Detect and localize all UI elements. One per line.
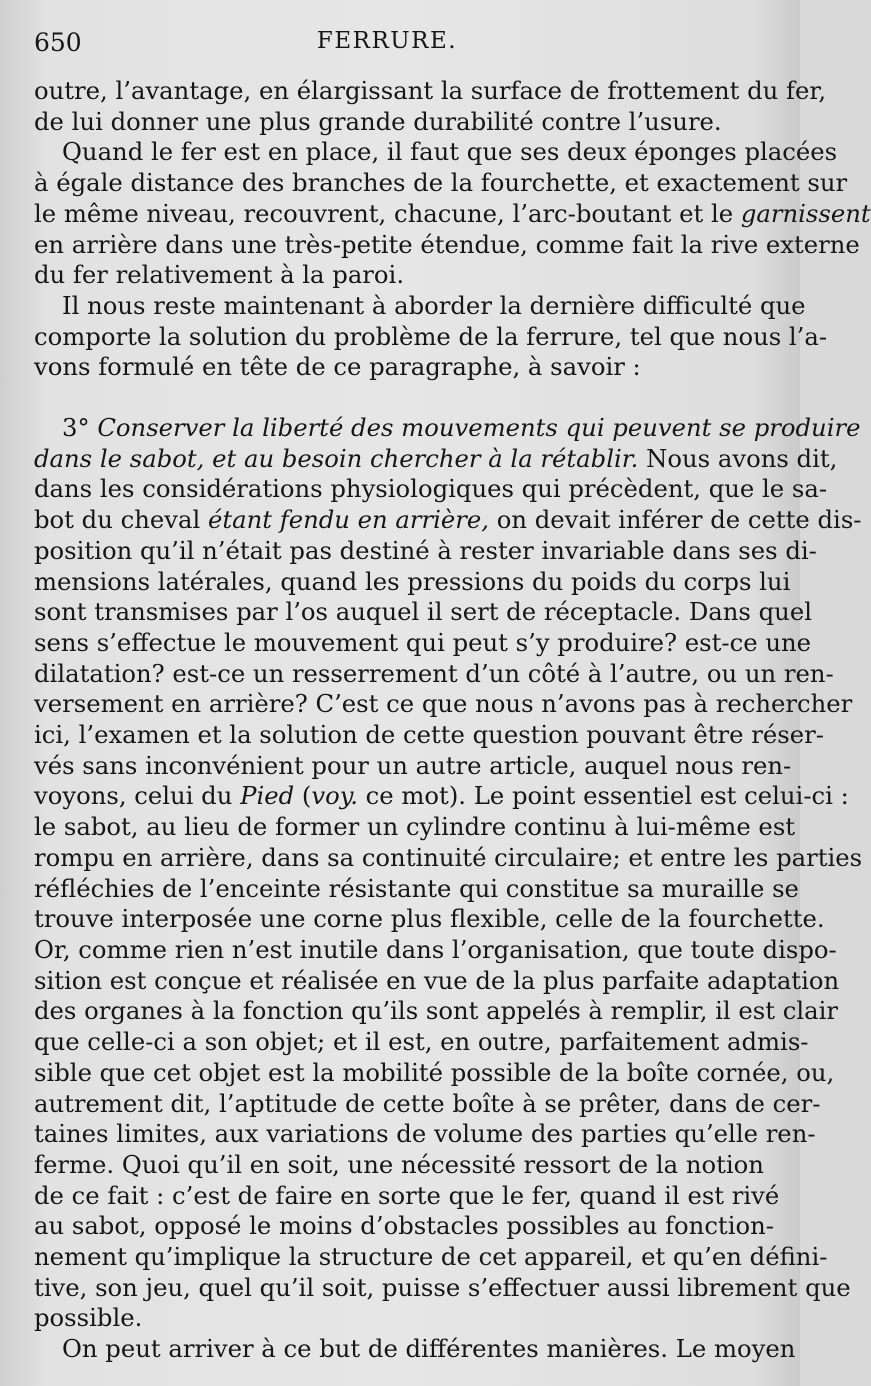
text-run: trouve interposée une corne plus flexible, celle de la fourchette. [34, 904, 825, 934]
text-run: comporte la solution du problème de la ferrure, tel que nous l’a- [34, 321, 828, 351]
paragraph-p3 [34, 290, 828, 383]
text-run: vons formulé en tête de ce paragraphe, à savoir : [34, 352, 641, 382]
text-line [34, 750, 792, 782]
page-header [34, 28, 740, 68]
text-run: ce mot). Le point essentiel est celui-ci : [357, 781, 849, 811]
text-line [34, 290, 806, 322]
italic-run: Conserver la liberté des mouvements qui peuvent se produire [97, 413, 861, 443]
text-line [34, 720, 824, 751]
text-run: taines limites, aux variations de volume des parties qu’elle ren- [34, 1119, 816, 1149]
text-line [34, 1088, 821, 1120]
text-line [34, 566, 791, 598]
text-line [34, 1180, 780, 1212]
text-line [34, 107, 748, 138]
text-line [34, 1119, 816, 1150]
text-line [34, 873, 799, 905]
text-line [34, 627, 811, 659]
text-run: possible. [34, 1303, 143, 1333]
text-run: dilatation? est-ce un resserrement d’un côté à l’autre, ou un ren- [34, 658, 834, 688]
text-line [34, 689, 853, 720]
text-line [34, 535, 817, 567]
text-run: Or, comme rien n’est inutile dans l’organisation, que toute dispo- [34, 934, 837, 964]
text-line [34, 1334, 796, 1365]
text-line [34, 443, 838, 475]
page-number: 650 [34, 28, 82, 57]
italic-run: garnissent [740, 198, 871, 228]
text-run: Il nous reste maintenant à aborder la dernière difficulté que [62, 290, 806, 320]
text-line [34, 137, 838, 168]
text-run: rompu en arrière, dans sa continuité circulaire; et entre les parties [34, 842, 863, 872]
text-line [34, 168, 848, 199]
text-run: ici, l’examen et la solution de cette question pouvant être réser- [34, 720, 824, 750]
text-line [34, 1149, 764, 1181]
text-line [34, 781, 849, 812]
text-run: en arrière dans une très-petite étendue, comme fait la rive externe [34, 229, 860, 259]
paragraph-p4 [34, 413, 863, 1334]
text-run: on devait inférer de cette dis- [488, 505, 862, 535]
text-line [34, 505, 862, 536]
text-run: versement en arrière? C’est ce que nous n’avons pas à rechercher [34, 689, 853, 719]
text-line [34, 229, 860, 261]
text-run: outre, l’avantage, en élargissant la surface de frottement du fer, [34, 76, 827, 105]
paragraph-p1 [34, 76, 827, 137]
text-line [34, 965, 840, 997]
text-line [34, 904, 825, 935]
text-run: On peut arriver à ce but de différentes manières. Le moyen [62, 1334, 796, 1364]
italic-run: dans le sabot, et au besoin chercher à la rétablir. [34, 443, 639, 473]
text-run: ( [294, 781, 312, 811]
text-line [34, 1057, 835, 1089]
text-run: du fer relativement à la paroi. [34, 260, 405, 290]
text-line [34, 658, 834, 690]
text-line [34, 474, 828, 505]
text-run: de ce fait : c’est de faire en sorte que le fer, quand il est rivé [34, 1180, 780, 1210]
text-run: vés sans inconvénient pour un autre article, auquel nous ren- [34, 750, 792, 780]
text-run: Nous avons dit, [638, 443, 838, 473]
text-run: nement qu’implique la structure de cet appareil, et qu’en défini- [34, 1242, 828, 1272]
text-run: réfléchies de l’enceinte résistante qui constitue sa muraille se [34, 873, 799, 903]
text-run: sition est conçue et réalisée en vue de la plus parfaite adaptation [34, 965, 840, 995]
italic-run: Pied [240, 781, 295, 811]
text-run: des organes à la fonction qu’ils sont appelés à remplir, il est clair [34, 996, 839, 1026]
text-line [34, 198, 871, 230]
text-run: le même niveau, recouvrent, chacune, l’arc-boutant et le [34, 198, 741, 228]
italic-run: étant fendu en arrière, [207, 505, 489, 535]
text-run: mensions latérales, quand les pressions du poids du corps lui [34, 566, 791, 596]
text-run: position qu’il n’était pas destiné à rester invariable dans ses di- [34, 535, 817, 565]
text-run: autrement dit, l’aptitude de cette boîte à se prêter, dans de cer- [34, 1088, 821, 1118]
text-line [34, 597, 812, 628]
text-run: dans les considérations physiologiques qui précèdent, que le sa- [34, 474, 828, 504]
text-line [34, 934, 837, 966]
text-line [34, 1027, 809, 1058]
text-line [34, 812, 796, 843]
body-text [34, 76, 871, 1365]
text-run: ferme. Quoi qu’il en soit, une nécessité ressort de la notion [34, 1149, 764, 1179]
text-run: 3° [62, 413, 98, 443]
paragraph-p2 [34, 137, 871, 291]
text-run: que celle-ci a son objet; et il est, en outre, parfaitement admis- [34, 1027, 809, 1057]
paragraph-gap [34, 383, 748, 413]
text-run: sible que cet objet est la mobilité possible de la boîte cornée, ou, [34, 1057, 835, 1087]
text-run: bot du cheval [34, 505, 208, 535]
text-line [34, 1242, 828, 1273]
text-run: à égale distance des branches de la fourchette, et exactement sur [34, 168, 848, 198]
text-run: tive, son jeu, quel qu’il soit, puisse s’effectuer aussi librement que [34, 1272, 851, 1302]
italic-run: voy. [311, 781, 358, 811]
text-line [34, 996, 839, 1027]
text-run: de lui donner une plus grande durabilité contre l’usure. [34, 106, 722, 136]
text-line [34, 321, 828, 353]
text-line [34, 842, 863, 874]
text-run: sont transmises par l’os auquel il sert de réceptacle. Dans quel [34, 597, 812, 627]
text-line [34, 352, 748, 383]
text-run: le sabot, au lieu de former un cylindre continu à lui-même est [34, 812, 796, 842]
text-line [34, 76, 827, 107]
text-line [34, 1303, 748, 1334]
text-run: au sabot, opposé le moins d’obstacles possibles au fonction- [34, 1211, 774, 1241]
text-line [34, 413, 861, 444]
text-line [34, 1272, 851, 1304]
text-line [34, 1211, 774, 1242]
running-title: FERRURE. [316, 28, 458, 54]
text-line [34, 260, 748, 291]
paragraph-p5 [34, 1334, 796, 1365]
text-run: voyons, celui du [34, 781, 241, 811]
text-run: Quand le fer est en place, il faut que ses deux éponges placées [62, 137, 838, 167]
text-run: sens s’effectue le mouvement qui peut s’y produire? est-ce une [34, 627, 811, 657]
